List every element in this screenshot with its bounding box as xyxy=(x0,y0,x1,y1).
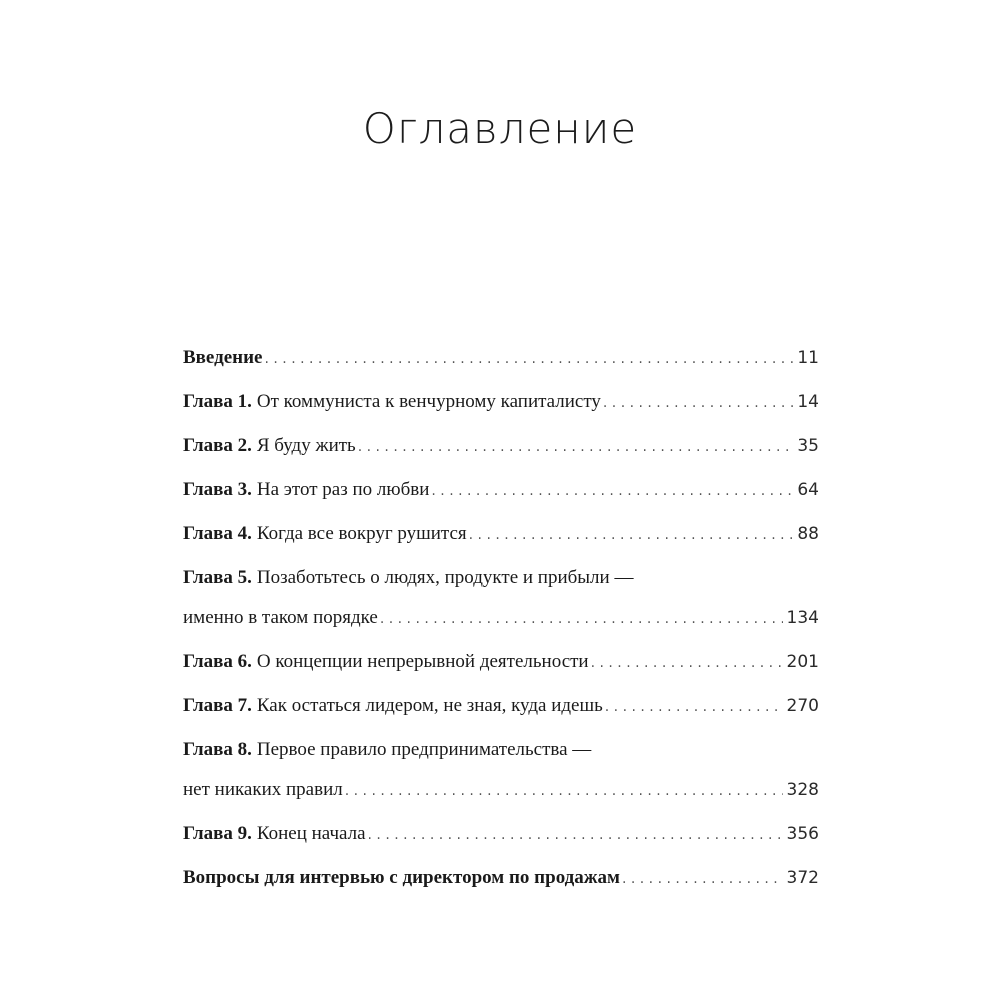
toc-entry-label: Глава 5. xyxy=(183,567,252,588)
toc-entry-title: Как остаться лидером, не зная, куда идешь xyxy=(256,695,603,716)
toc-entry-title: Я буду жить xyxy=(256,435,356,456)
toc-entry-title: От коммуниста к венчурному капиталисту xyxy=(256,391,601,412)
toc-entry-label: Вопросы для интервью с директором по продажам xyxy=(183,867,620,888)
dot-leader xyxy=(591,650,783,676)
dot-leader xyxy=(469,522,794,548)
toc-entry-chapter-5[interactable] xyxy=(183,565,819,631)
toc-entry-label: Глава 6. xyxy=(183,651,252,672)
dot-leader xyxy=(431,478,793,504)
toc-entry-title: Когда все вокруг рушится xyxy=(256,523,467,544)
toc-page-number: 88 xyxy=(797,524,819,544)
toc-page-number: 270 xyxy=(786,696,819,716)
toc-entry-label: Введение xyxy=(183,347,263,368)
toc-entry-introduction[interactable] xyxy=(183,345,819,371)
toc-page-number: 201 xyxy=(786,652,819,672)
toc-entry-title: Позаботьтесь о людях, продукте и прибыли — xyxy=(256,567,634,588)
toc-page-number: 356 xyxy=(786,824,819,844)
toc-entry-label: Глава 2. xyxy=(183,435,252,456)
toc-page-number: 372 xyxy=(786,868,819,888)
toc-page-number: 64 xyxy=(797,480,819,500)
toc-page-number: 35 xyxy=(797,436,819,456)
toc-entry-appendix-interview-questions[interactable] xyxy=(183,865,819,891)
dot-leader xyxy=(605,694,783,720)
toc-entry-chapter-3[interactable] xyxy=(183,477,819,503)
toc-entry-label: Глава 9. xyxy=(183,823,252,844)
toc-entry-title: Первое правило предпринимательства — xyxy=(256,739,592,760)
toc-entry-label: Глава 3. xyxy=(183,479,252,500)
toc-entry-label: Глава 8. xyxy=(183,739,252,760)
toc-entry-title-continued: именно в таком порядке xyxy=(183,607,378,628)
toc-entry-chapter-4[interactable] xyxy=(183,521,819,547)
toc-page-number: 14 xyxy=(797,392,819,412)
toc-entry-chapter-8[interactable] xyxy=(183,737,819,803)
dot-leader xyxy=(265,346,794,372)
toc-entry-label: Глава 7. xyxy=(183,695,252,716)
toc-entry-chapter-7[interactable] xyxy=(183,693,819,719)
toc-entry-title: На этот раз по любви xyxy=(256,479,430,500)
toc-entry-title-continued: нет никаких правил xyxy=(183,779,343,800)
toc-entry-label: Глава 1. xyxy=(183,391,252,412)
page-title: Оглавление xyxy=(362,104,638,153)
toc-entry-chapter-9[interactable] xyxy=(183,821,819,847)
dot-leader xyxy=(380,606,783,632)
dot-leader xyxy=(345,778,783,804)
toc-entry-title: О концепции непрерывной деятельности xyxy=(256,651,589,672)
toc-entry-title: Конец начала xyxy=(256,823,366,844)
dot-leader xyxy=(603,390,793,416)
toc-entry-label: Глава 4. xyxy=(183,523,252,544)
toc-page-number: 11 xyxy=(797,348,819,368)
toc-page-number: 134 xyxy=(786,608,819,628)
toc-entry-chapter-2[interactable] xyxy=(183,433,819,459)
dot-leader xyxy=(368,822,783,848)
toc-entry-chapter-1[interactable] xyxy=(183,389,819,415)
toc-entry-chapter-6[interactable] xyxy=(183,649,819,675)
toc-page-number: 328 xyxy=(786,780,819,800)
dot-leader xyxy=(358,434,794,460)
dot-leader xyxy=(622,866,783,892)
table-of-contents xyxy=(183,345,819,909)
